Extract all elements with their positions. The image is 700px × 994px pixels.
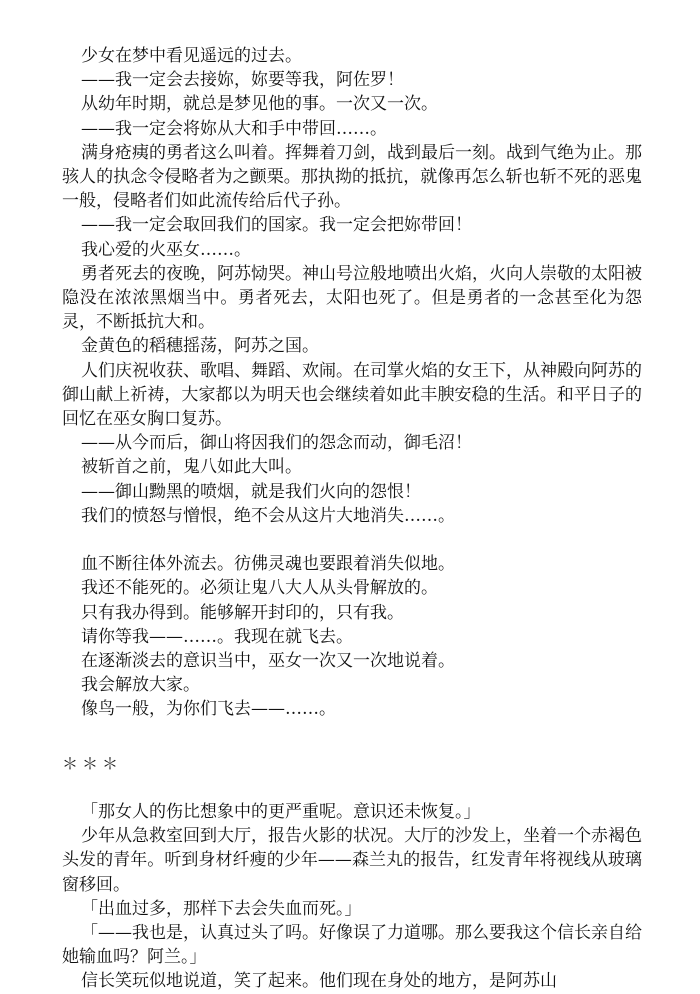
paragraph: 我会解放大家。 [81, 675, 200, 696]
paragraph: 信长笑玩似地说道，笑了起来。他们现在身处的地方，是阿苏山 [81, 971, 557, 992]
section-gap [62, 528, 642, 552]
paragraph: ——我一定会取回我们的国家。我一定会把妳带回！ [81, 215, 472, 236]
paragraph: 从幼年时期，就总是梦见他的事。一次又一次。 [81, 94, 438, 115]
paragraph: 我还不能死的。必须让鬼八大人从头骨解放的。 [81, 578, 438, 599]
paragraph: 只有我办得到。能够解开封印的，只有我。 [81, 602, 404, 623]
section-miko [62, 552, 642, 721]
paragraph: 我们的愤怒与憎恨，绝不会从这片大地消失……。 [81, 505, 455, 526]
paragraph: ——我一定会将妳从大和手中带回……。 [81, 118, 387, 139]
paragraph: 「——我也是，认真过头了吗。好像误了力道哪。那么要我这个信长亲自给她输血吗？阿兰。」 [62, 923, 642, 968]
document-page [62, 44, 642, 994]
scene-separator: ＊＊＊ [62, 753, 123, 773]
paragraph: 少女在梦中看见遥远的过去。 [81, 46, 302, 66]
paragraph: ——从今而后，御山将因我们的怨念而动，御毛沼！ [81, 433, 472, 454]
paragraph: 请你等我——……。我现在就飞去。 [81, 626, 353, 647]
paragraph: 少年从急救室回到大厅，报告火影的状况。大厅的沙发上，坐着一个赤褐色头发的青年。听到身材纤瘦的少年——森兰丸的报告，红发青年将视线从玻璃窗移回。 [62, 826, 642, 895]
paragraph: 我心爱的火巫女……。 [81, 239, 251, 260]
section-nobunaga [62, 752, 642, 994]
section-gap [62, 722, 642, 752]
paragraph: 勇者死去的夜晚，阿苏恸哭。神山号泣般地喷出火焰，火向人崇敬的太阳被隐没在浓浓黑烟当中。勇者死去，太阳也死了。但是勇者的一念甚至化为怨灵，不断抵抗大和。 [62, 263, 642, 333]
paragraph: 血不断往体外流去。彷佛灵魂也要跟着消失似地。 [81, 554, 455, 575]
paragraph: 「出血过多，那样下去会失血而死。」 [81, 898, 362, 919]
paragraph: ——我一定会去接妳，妳要等我，阿佐罗！ [81, 70, 404, 91]
paragraph: 「那女人的伤比想象中的更严重呢。意识还未恢复。」 [81, 802, 481, 823]
section-dream [62, 44, 642, 528]
paragraph: ——御山黝黑的喷烟，就是我们火向的怨恨！ [81, 481, 421, 502]
paragraph: 被斩首之前，鬼八如此大叫。 [81, 457, 302, 478]
paragraph: 金黄色的稻穗摇荡，阿苏之国。 [81, 336, 319, 357]
paragraph: 在逐渐淡去的意识当中，巫女一次又一次地说着。 [81, 651, 455, 672]
section-gap [62, 776, 642, 800]
paragraph: 像鸟一般，为你们飞去——……。 [81, 699, 336, 720]
paragraph: 人们庆祝收获、歌唱、舞蹈、欢闹。在司掌火焰的女王下，从神殿向阿苏的御山献上祈祷，大家都以为明天也会继续着如此丰腴安稳的生活。和平日子的回忆在巫女胸口复苏。 [62, 360, 642, 430]
paragraph: 满身疮痍的勇者这么叫着。挥舞着刀剑，战到最后一刻。战到气绝为止。那骇人的执念令侵略者为之颤栗。那执拗的抵抗，就像再怎么斩也斩不死的恶鬼一般，侵略者们如此流传给后代子孙。 [62, 142, 642, 212]
